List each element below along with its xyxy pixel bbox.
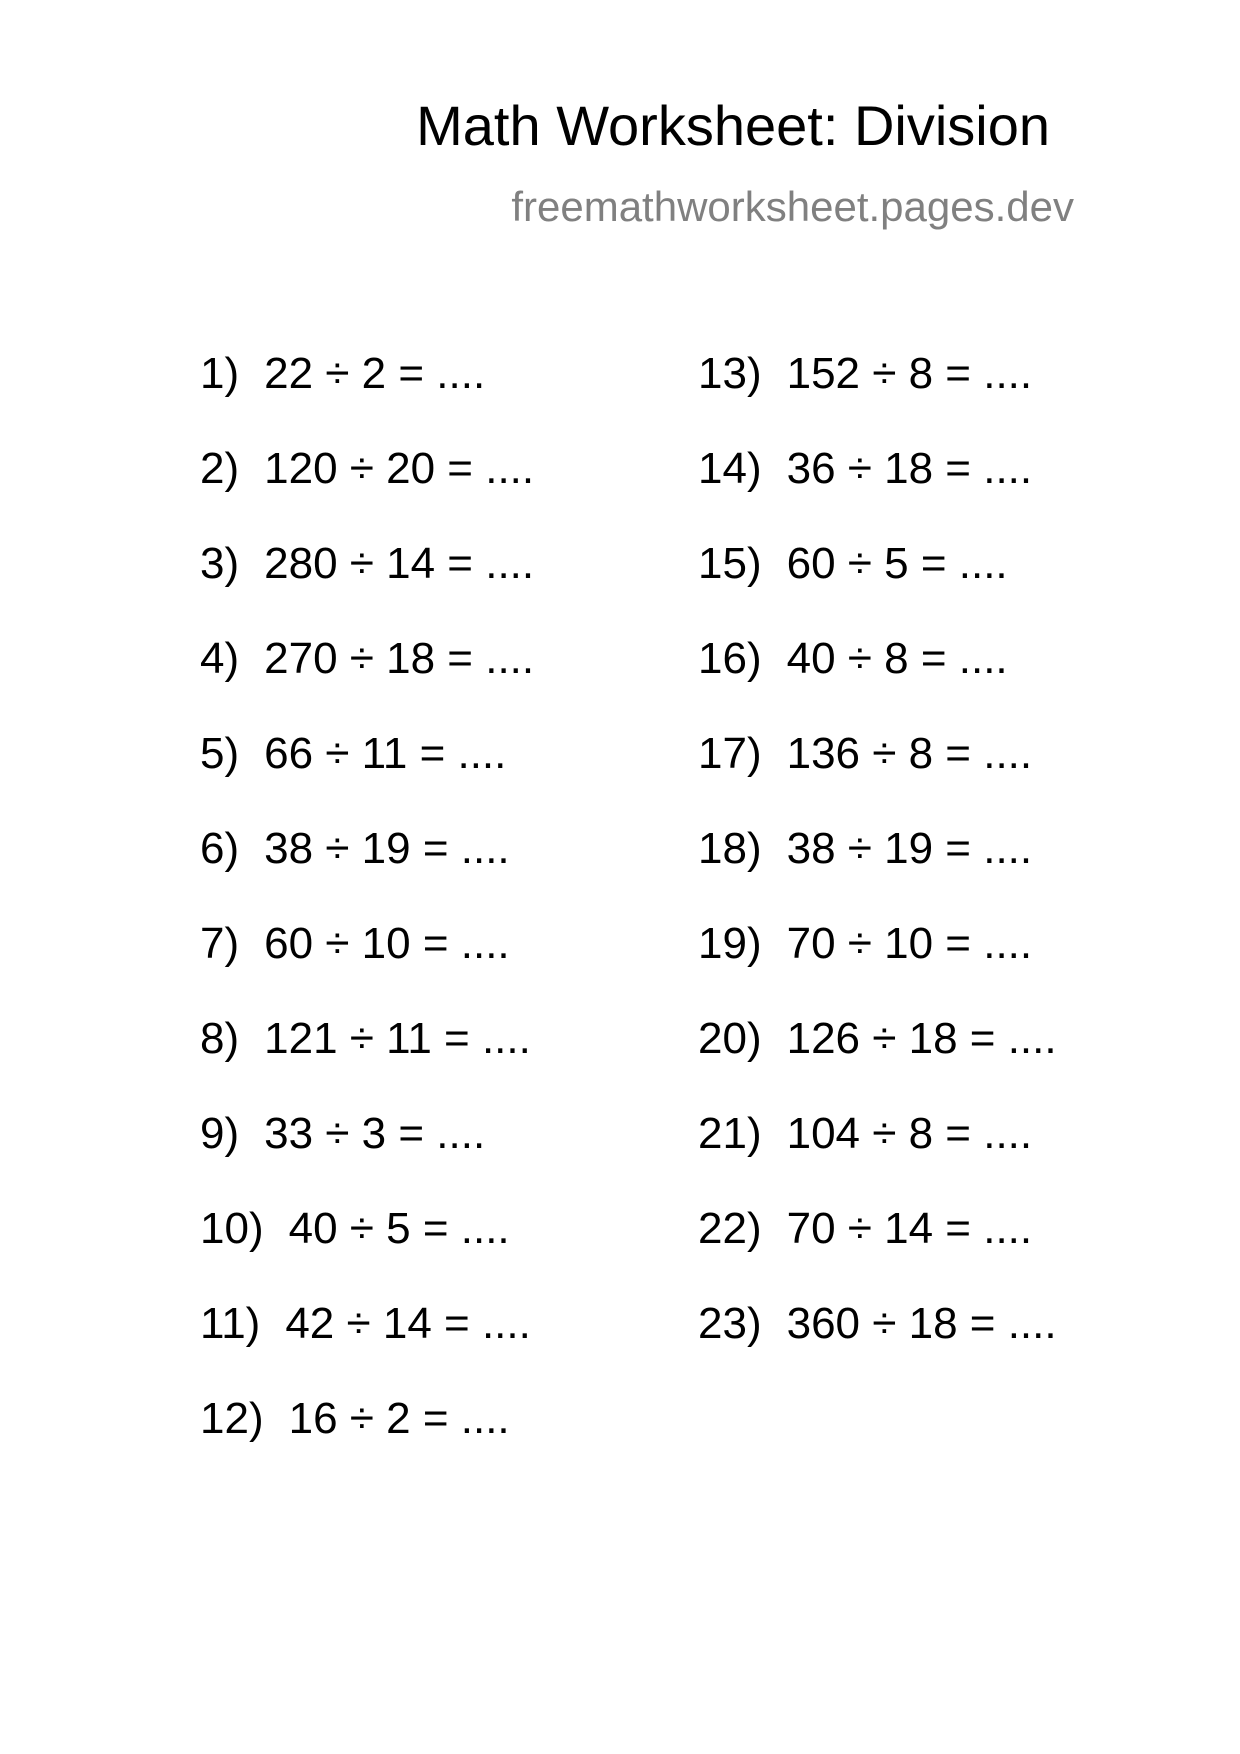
problem-expression: 40 ÷ 8 = .... [786,634,1008,683]
problem-expression: 280 ÷ 14 = .... [264,539,535,588]
problem-expression: 120 ÷ 20 = .... [264,444,535,493]
problem-expression: 60 ÷ 10 = .... [264,919,510,968]
problem-expression: 360 ÷ 18 = .... [786,1299,1057,1348]
problem-number: 5) [200,729,240,778]
problem-expression: 104 ÷ 8 = .... [786,1109,1033,1158]
problem-item [200,634,535,732]
problem-expression: 38 ÷ 19 = .... [264,824,510,873]
problem-item [200,1394,534,1492]
site-url: freemathworksheet.pages.dev [511,183,1074,230]
problem-number: 12) [200,1394,264,1443]
problem-number: 17) [698,729,762,778]
problem-item [698,444,1057,542]
problem-number: 22) [698,1204,762,1253]
problem-number: 9) [200,1109,240,1158]
problem-number: 2) [200,444,240,493]
problem-item [200,1204,534,1302]
problem-expression: 70 ÷ 14 = .... [786,1204,1033,1253]
problem-number: 3) [200,539,240,588]
problem-expression: 66 ÷ 11 = .... [264,729,507,778]
problem-item [698,1299,1057,1397]
problem-item [200,919,534,1017]
problem-number: 21) [698,1109,762,1158]
page-title: Math Worksheet: Division [416,94,1050,157]
problem-item [200,729,534,827]
problem-item [698,349,1057,447]
problem-number: 11) [200,1299,261,1348]
problem-number: 10) [200,1204,264,1253]
problem-item [200,1299,534,1397]
problem-item [698,1109,1057,1207]
problem-expression: 16 ÷ 2 = .... [288,1394,510,1443]
problem-expression: 60 ÷ 5 = .... [786,539,1008,588]
problem-number: 20) [698,1014,762,1063]
problem-number: 16) [698,634,762,683]
problem-number: 14) [698,444,762,493]
problem-item [200,444,535,542]
problem-number: 15) [698,539,762,588]
problem-item [200,1014,534,1112]
problem-expression: 152 ÷ 8 = .... [786,349,1033,398]
problem-number: 13) [698,349,762,398]
problem-item [698,634,1057,732]
problem-expression: 70 ÷ 10 = .... [786,919,1033,968]
problem-item [698,539,1057,637]
problem-number: 8) [200,1014,240,1063]
problem-number: 19) [698,919,762,968]
problem-item [698,729,1057,827]
problem-number: 6) [200,824,240,873]
problem-expression: 270 ÷ 18 = .... [264,634,535,683]
problem-item [200,349,534,447]
problem-expression: 36 ÷ 18 = .... [786,444,1033,493]
problem-expression: 38 ÷ 19 = .... [786,824,1033,873]
problem-expression: 42 ÷ 14 = .... [285,1299,531,1348]
problem-expression: 33 ÷ 3 = .... [264,1109,486,1158]
problem-number: 23) [698,1299,762,1348]
problem-item [698,1014,1057,1112]
problem-number: 18) [698,824,762,873]
problem-number: 1) [200,349,240,398]
problem-expression: 22 ÷ 2 = .... [264,349,486,398]
problem-number: 7) [200,919,240,968]
problem-expression: 40 ÷ 5 = .... [288,1204,510,1253]
problem-item [698,919,1057,1017]
problem-list-right [698,349,1057,1397]
problem-expression: 136 ÷ 8 = .... [786,729,1033,778]
problem-list-left [200,349,535,1492]
problem-expression: 121 ÷ 11 = .... [264,1014,531,1063]
problem-item [200,539,535,637]
problem-item [698,824,1057,922]
problem-item [200,824,534,922]
problem-item [698,1204,1057,1302]
problem-item [200,1109,534,1207]
problem-number: 4) [200,634,240,683]
problem-expression: 126 ÷ 18 = .... [786,1014,1057,1063]
